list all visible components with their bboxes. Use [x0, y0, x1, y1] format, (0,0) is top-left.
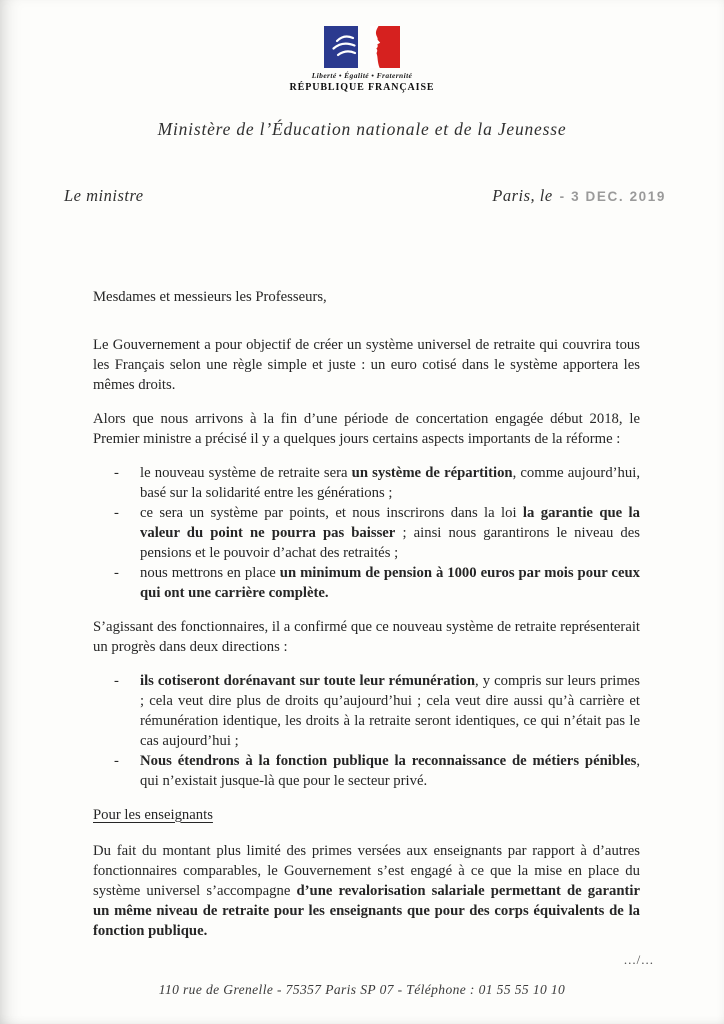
place-date-label: Paris, le [492, 186, 553, 205]
text-run: , comme aujourd’hui, basé sur la solidarité entre les générations ; [140, 464, 640, 501]
ministry-title: Ministère de l’Éducation nationale et de la Jeunesse [157, 119, 567, 139]
marianne-flag-icon [324, 26, 400, 68]
letter-body [93, 288, 640, 942]
paragraph [93, 336, 640, 396]
bullet-list [93, 464, 640, 604]
section-heading [93, 806, 640, 826]
text-run: Du fait du montant plus limité des primes versées aux enseignants par rapport à d’autres fonctionnaires comparables, le Gouvernement s’est engagé à ce que la mise en place du système universel s’accompagne [93, 842, 640, 899]
list-dash: - [114, 504, 119, 521]
list-item-text [140, 464, 640, 504]
text-run: Mesdames et messieurs les Professeurs, [93, 289, 327, 305]
list-item [93, 464, 640, 504]
bold-text: ils cotiseront dorénavant sur toute leur rémunération [140, 672, 476, 689]
bold-text: un système de répartition [351, 464, 513, 481]
text-run: ce sera un système par points, et nous inscrirons dans la loi [140, 504, 523, 521]
list-dash: - [114, 752, 119, 769]
list-dash: - [114, 464, 119, 481]
list-item-text [140, 672, 640, 752]
text-run: , qui n’existait jusque-là que pour le secteur privé. [140, 752, 640, 789]
text-run: Le Gouvernement a pour objectif de créer un système universel de retraite qui couvrira tous les Français selon une règle simple et juste : un euro cotisé dans le système apportera les mêmes droits. [93, 336, 640, 393]
paragraph [93, 410, 640, 450]
paragraph [93, 618, 640, 658]
list-item-text [140, 504, 640, 564]
date-line [492, 186, 666, 206]
sender-title: Le ministre [64, 186, 144, 205]
bullet-list [93, 672, 640, 792]
paragraph [93, 288, 640, 308]
paragraph [93, 842, 640, 942]
bold-text: la garantie que la valeur du point ne pourra pas baisser [140, 504, 640, 541]
text-run: le nouveau système de retraite sera [140, 464, 352, 481]
logo-motto: Liberté • Égalité • Fraternité [311, 71, 413, 80]
bold-text: un minimum de pension à 1000 euros par mois pour ceux qui ont une carrière complète. [140, 564, 640, 601]
text-run: Alors que nous arrivons à la fin d’une période de concertation engagée début 2018, le Premier ministre a précisé il y a quelques jours certains aspects importants de la réforme : [93, 410, 640, 447]
list-dash: - [114, 564, 119, 581]
text-run: ; ainsi nous garantirons le niveau des pensions et le pouvoir d’achat des retraités ; [140, 524, 641, 561]
list-item [93, 564, 640, 604]
list-item [93, 672, 640, 752]
text-run: Pour les enseignants [93, 806, 213, 823]
list-item-text [140, 752, 640, 792]
bold-text: Nous étendrons à la fonction publique la reconnaissance de métiers pénibles [140, 752, 637, 769]
footer-address: 110 rue de Grenelle - 75357 Paris SP 07 - Téléphone : 01 55 55 10 10 [158, 982, 566, 997]
list-item [93, 504, 640, 564]
sender-row [64, 186, 666, 206]
list-item [93, 752, 640, 792]
list-dash: - [114, 672, 119, 689]
republique-francaise-logo [290, 26, 435, 93]
list-item-text [140, 564, 640, 604]
date-stamp: - 3 DEC. 2019 [559, 189, 666, 204]
text-run: nous mettrons en place [140, 564, 280, 581]
logo-republic-label: RÉPUBLIQUE FRANÇAISE [289, 82, 435, 93]
text-run: , y compris sur leurs primes ; cela veut dire plus de droits qu’aujourd’hui ; cela veut dire aussi qu’à carrière et rémunération identique, les droits à la retraite seront identiques, ce qui n’était pas le cas aujourd’hui ; [140, 672, 640, 749]
letterhead [0, 0, 724, 206]
continuation-mark: .../... [623, 952, 654, 967]
bold-text: d’une revalorisation salariale permettant de garantir un même niveau de retraite pour les enseignants que pour des corps équivalents de la fonction publique. [93, 882, 640, 939]
text-run: S’agissant des fonctionnaires, il a confirmé que ce nouveau système de retraite représenterait un progrès dans deux directions : [93, 618, 640, 655]
